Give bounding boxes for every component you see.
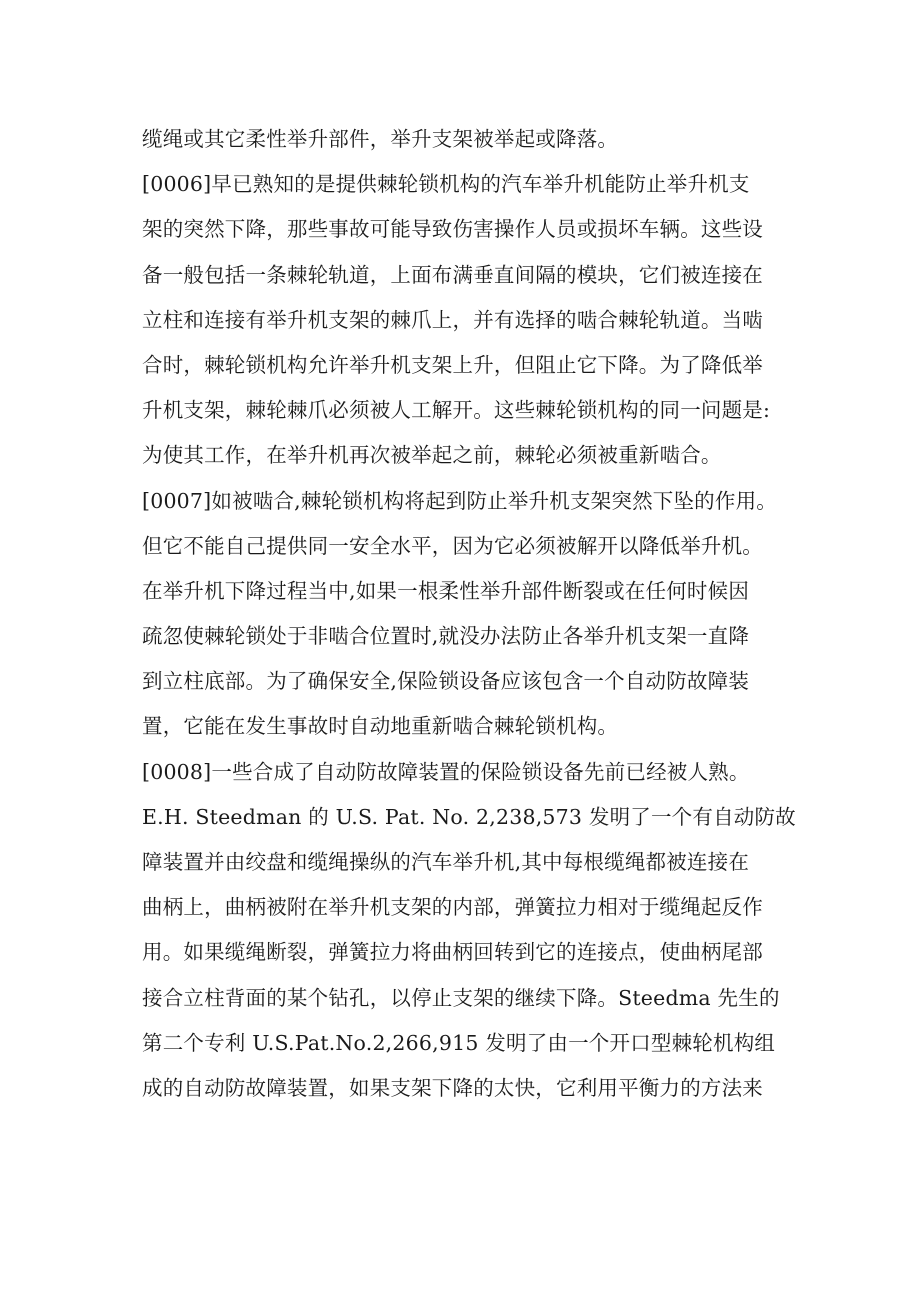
text-line: 置，它能在发生事故时自动地重新啮合棘轮锁机构。 (142, 714, 619, 739)
text-line: E.H. Steedman 的 U.S. Pat. No. 2,238,573 发明了一个有自动防故 (142, 804, 796, 829)
text-line: [0007]如被啮合,棘轮锁机构将起到防止举升机支架突然下坠的作用。 (142, 488, 777, 513)
text-line: 架的突然下降，那些事故可能导致伤害操作人员或损坏车辆。这些设 (142, 217, 763, 242)
body-text (142, 117, 796, 1111)
text-line: 到立柱底部。为了确保安全,保险锁设备应该包含一个自动防故障装 (142, 669, 750, 694)
text-line: 缆绳或其它柔性举升部件，举升支架被举起或降落。 (142, 127, 619, 151)
text-line: 成的自动防故障装置，如果支架下降的太快，它利用平衡力的方法来 (142, 1075, 763, 1100)
text-line: 用。如果缆绳断裂，弹簧拉力将曲柄回转到它的连接点，使曲柄尾部 (142, 940, 763, 965)
text-line: 但它不能自己提供同一安全水平，因为它必须被解开以降低举升机。 (142, 533, 763, 558)
text-line: [0008]一些合成了自动防故障装置的保险锁设备先前已经被人熟。 (142, 759, 750, 784)
text-line: 第二个专利 U.S.Pat.No.2,266,915 发明了由一个开口型棘轮机构组 (142, 1030, 776, 1055)
text-line: 疏忽使棘轮锁处于非啮合位置时,就没办法防止各举升机支架一直降 (142, 624, 750, 649)
text-line: [0006]早已熟知的是提供棘轮锁机构的汽车举升机能防止举升机支 (142, 172, 750, 197)
text-line: 合时，棘轮锁机构允许举升机支架上升，但阻止它下降。为了降低举 (142, 352, 763, 377)
text-line: 在举升机下降过程当中,如果一根柔性举升部件断裂或在任何时候因 (142, 578, 750, 603)
text-line: 备一般包括一条棘轮轨道，上面布满垂直间隔的模块，它们被连接在 (142, 262, 763, 287)
text-line: 为使其工作，在举升机再次被举起之前，棘轮必须被重新啮合。 (142, 443, 722, 468)
text-line: 曲柄上，曲柄被附在举升机支架的内部，弹簧拉力相对于缆绳起反作 (142, 895, 763, 920)
text-line: 障装置并由绞盘和缆绳操纵的汽车举升机,其中每根缆绳都被连接在 (142, 850, 750, 874)
text-line: 接合立柱背面的某个钻孔，以停止支架的继续下降。Steedma 先生的 (142, 985, 780, 1010)
text-line: 立柱和连接有举升机支架的棘爪上，并有选择的啮合棘轮轨道。当啮 (142, 307, 763, 332)
text-line: 升机支架，棘轮棘爪必须被人工解开。这些棘轮锁机构的同一问题是: (142, 398, 771, 423)
